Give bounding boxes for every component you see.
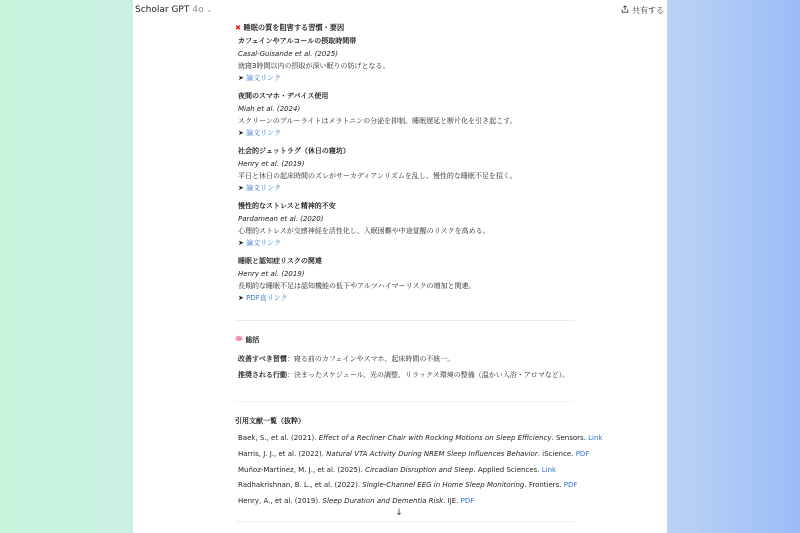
top-bar bbox=[133, 0, 667, 20]
factor-link-row bbox=[238, 237, 575, 249]
factor-citation: Casal-Guisande et al. (2025) bbox=[238, 50, 338, 58]
summary-list bbox=[235, 351, 575, 383]
factor-item bbox=[238, 35, 575, 84]
reference-source: . iScience. bbox=[537, 449, 576, 458]
reference-row bbox=[238, 494, 575, 510]
reference-row bbox=[238, 431, 603, 447]
factor-title: 慢性的なストレスと精神的不安 bbox=[238, 202, 336, 210]
factor-description: 就寝3時間以内の摂取が深い眠りの妨げとなる。 bbox=[238, 62, 390, 70]
factor-item bbox=[238, 90, 575, 139]
reference-authors: Harris, J. J., et al. (2022). bbox=[238, 449, 327, 458]
factor-link-row bbox=[238, 127, 575, 139]
factor-item bbox=[238, 200, 575, 249]
factor-item bbox=[238, 255, 575, 304]
arrow-bullet-icon: ➤ bbox=[238, 184, 247, 192]
paper-link[interactable]: 論文リンク bbox=[246, 184, 281, 192]
message-content bbox=[235, 20, 603, 510]
reference-source: . Sensors. bbox=[551, 434, 589, 442]
brain-icon bbox=[235, 336, 245, 344]
divider bbox=[235, 521, 575, 522]
factor-title: カフェインやアルコールの摂取時間帯 bbox=[238, 37, 357, 45]
factor-description: 心理的ストレスが交感神経を活性化し、入眠困難や中途覚醒のリスクを高める。 bbox=[238, 227, 490, 235]
reference-link[interactable]: Link bbox=[541, 465, 557, 474]
factor-description: スクリーンのブルーライトはメラトニンの分泌を抑制。睡眠遅延と断片化を引き起こす。 bbox=[238, 117, 517, 125]
divider bbox=[235, 320, 575, 321]
summary-heading bbox=[235, 333, 575, 347]
reference-link[interactable]: Link bbox=[588, 434, 603, 442]
reference-title: Circadian Disruption and Sleep bbox=[365, 465, 474, 474]
share-label: 共有する bbox=[632, 5, 664, 15]
reference-authors: Henry, A., et al. (2019). bbox=[238, 497, 323, 506]
reference-title: Effect of a Recliner Chair with Rocking Motions on Sleep Efficiency bbox=[318, 434, 552, 442]
factor-title: 睡眠と認知症リスクの関連 bbox=[238, 257, 322, 265]
reference-row bbox=[238, 478, 578, 494]
reference-source: . Applied Sciences. bbox=[473, 465, 542, 474]
summary-text: ：寝る前のカフェインやスマホ、起床時間の不統一。 bbox=[286, 355, 455, 363]
arrow-bullet-icon: ➤ bbox=[238, 239, 247, 247]
summary-text: ：決まったスケジュール、光の調整、リラックス環境の整備（温かい入浴・アロマなど）。 bbox=[287, 371, 570, 379]
factors-title: 睡眠の質を阻害する習慣・要因 bbox=[243, 23, 345, 32]
paper-link[interactable]: PDF直リンク bbox=[246, 294, 288, 302]
factors-heading bbox=[235, 21, 575, 35]
reference-source: . Frontiers. bbox=[524, 481, 564, 490]
arrow-down-icon: ↓ bbox=[395, 508, 403, 518]
references-title: 引用文献一覧（抜粋） bbox=[235, 417, 305, 425]
share-icon bbox=[621, 5, 629, 15]
summary-title: 総括 bbox=[245, 336, 260, 344]
summary-label: 改善すべき習慣 bbox=[238, 355, 287, 363]
factor-citation: Miah et al. (2024) bbox=[238, 105, 301, 113]
scroll-down-button[interactable] bbox=[392, 506, 406, 520]
reference-link[interactable]: PDF bbox=[575, 449, 590, 458]
factor-description: 平日と休日の起床時間のズレがサーカディアンリズムを乱し、慢性的な睡眠不足を招く。 bbox=[238, 172, 517, 180]
reference-title: Natural VTA Activity During NREM Sleep Influences Behavior bbox=[326, 449, 538, 458]
divider bbox=[235, 401, 575, 402]
reference-authors: Baek, S., et al. (2021). bbox=[238, 434, 319, 442]
arrow-bullet-icon: ➤ bbox=[238, 129, 247, 137]
summary-label: 推奨される行動 bbox=[238, 371, 287, 379]
reference-authors: Muñoz-Martínez, M. J., et al. (2025). bbox=[238, 465, 366, 474]
factor-link-row bbox=[238, 182, 575, 194]
factor-link-row bbox=[238, 292, 575, 304]
factor-title: 社会的ジェットラグ（休日の寝坊） bbox=[238, 147, 350, 155]
paper-link[interactable]: 論文リンク bbox=[246, 239, 281, 247]
factor-citation: Henry et al. (2019) bbox=[238, 160, 305, 168]
summary-row bbox=[238, 367, 575, 383]
cross-mark-icon: ✖ bbox=[235, 23, 242, 32]
model-selector[interactable] bbox=[135, 5, 212, 15]
reference-row bbox=[238, 447, 590, 463]
summary-row bbox=[238, 351, 575, 367]
factor-title: 夜間のスマホ・デバイス使用 bbox=[238, 92, 329, 100]
reference-authors: Radhakrishnan, B. L., et al. (2022). bbox=[238, 481, 363, 490]
app-name: Scholar GPT bbox=[135, 5, 190, 15]
reference-link[interactable]: PDF bbox=[460, 497, 475, 506]
factor-item bbox=[238, 145, 575, 194]
factor-citation: Pardamean et al. (2020) bbox=[238, 215, 324, 223]
reference-row bbox=[238, 463, 575, 479]
reference-list bbox=[235, 431, 603, 510]
reference-source: . IJE. bbox=[443, 497, 461, 506]
model-version: 4o bbox=[192, 5, 204, 15]
share-button[interactable] bbox=[621, 5, 664, 16]
factor-citation: Henry et al. (2019) bbox=[238, 270, 305, 278]
reference-link[interactable]: PDF bbox=[563, 481, 578, 490]
paper-link[interactable]: 論文リンク bbox=[246, 74, 281, 82]
chevron-down-icon: ⌄ bbox=[206, 6, 213, 14]
chat-window bbox=[133, 0, 667, 533]
factor-link-row bbox=[238, 72, 575, 84]
arrow-bullet-icon: ➤ bbox=[238, 74, 247, 82]
factor-description: 長期的な睡眠不足は認知機能の低下やアルツハイマーリスクの増加と関連。 bbox=[238, 282, 476, 290]
factor-list bbox=[235, 35, 575, 304]
reference-title: Sleep Duration and Dementia Risk bbox=[322, 497, 444, 506]
reference-title: Single-Channel EEG in Home Sleep Monitoring bbox=[362, 481, 525, 490]
paper-link[interactable]: 論文リンク bbox=[246, 129, 281, 137]
arrow-bullet-icon: ➤ bbox=[238, 294, 247, 302]
